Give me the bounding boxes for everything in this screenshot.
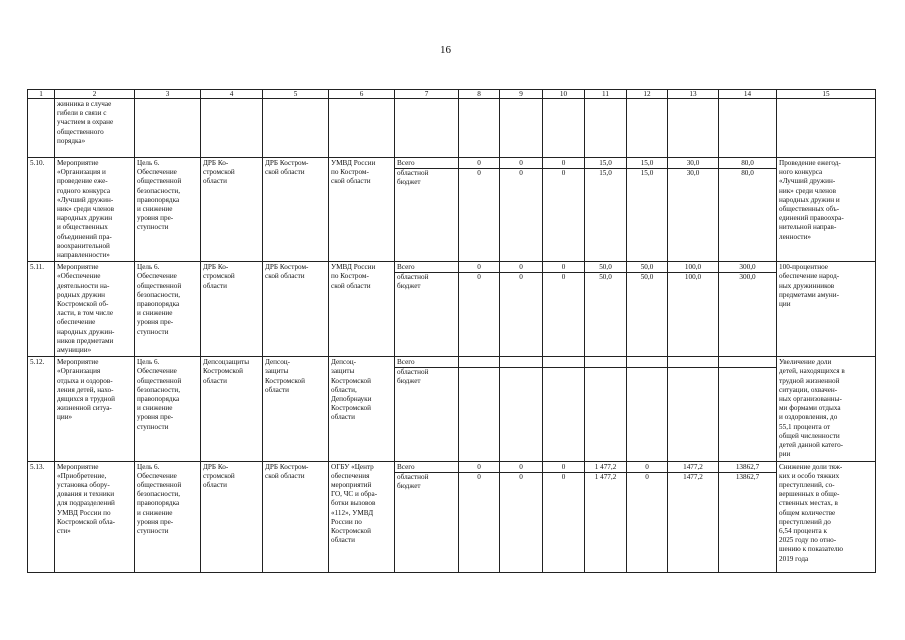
goal-cell: Цель 6. Обеспечение общественной безопасности, правопорядка и снижение уровня пре- ступности — [137, 263, 182, 336]
funding-source-cell — [395, 357, 459, 461]
amount-cell — [459, 358, 499, 368]
amount-cell: 0 — [543, 159, 584, 169]
amount-cell: 0 — [645, 472, 649, 481]
expected-result-cell: Проведение ежегод- ного конкурса «Лучший дружин- ник» среди членов народных дружин и общественных объ- единений правоохра- нительной направ- ленности» — [779, 159, 844, 241]
amount-cell: 15,0 — [640, 169, 654, 177]
amount-cell — [668, 358, 718, 368]
amount-cell: 50,0 — [627, 263, 667, 273]
amount-cell: 80,0 — [719, 159, 776, 169]
responsible-cell: Депсоцзащиты Костромской области — [203, 358, 250, 385]
amount-cell: 15,0 — [599, 169, 612, 177]
amount-cell: 1477,2 — [668, 463, 718, 473]
amount-cell — [459, 368, 499, 377]
amount-cell — [500, 358, 542, 368]
amount-cell: 0 — [561, 169, 566, 177]
funding-budget-label: областной бюджет — [397, 368, 429, 386]
event-cell: Мероприятие «Организация и проведение еже- годного конкурса «Лучший дружин- ник» среди членов народных дружин и общественных объединений пра- воохранительной направленности» — [57, 159, 114, 260]
table-row — [28, 262, 876, 357]
column-header: 1 — [28, 90, 55, 99]
participants-cell: Депсоц- защиты Костромской области, Депобрнауки Костромской области — [331, 358, 372, 422]
column-header: 2 — [55, 90, 135, 99]
column-header: 10 — [543, 90, 585, 99]
expected-result-cell: Снижение доли тяж- ких и особо тяжких преступлений, со- вершенных в обще- ственных местах, в общем количестве преступлений до 6,54 процента к 2025 году по отно- шению к показателю 2019 года — [779, 462, 844, 563]
amount-cell: 0 — [500, 159, 542, 169]
co-executor-cell: ДРБ Костром- ской области — [265, 159, 309, 177]
amount-cell: 0 — [477, 472, 481, 481]
amount-cell: 0 — [477, 273, 481, 282]
amount-cell: 50,0 — [585, 263, 626, 273]
co-executor-cell: ДРБ Костром- ской области — [265, 462, 309, 480]
amount-cell: 13862,7 — [719, 463, 776, 473]
header-row — [28, 90, 876, 99]
funding-budget-label: областной бюджет — [397, 273, 429, 291]
row-number-cell: 5.11. — [30, 263, 45, 272]
goal-cell: Цель 6. Обеспечение общественной безопасности, правопорядка и снижение уровня пре- ступности — [137, 358, 182, 431]
participants-cell: ОГБУ «Центр обеспечения мероприятий ГО, ЧС и обра- ботки вызовов «112», УМВД России по Костромской области — [331, 462, 378, 545]
amount-cell: 50,0 — [599, 273, 612, 282]
amount-cell: 30,0 — [668, 159, 718, 169]
column-header: 4 — [201, 90, 263, 99]
amount-cell — [585, 358, 626, 368]
column-header: 15 — [777, 90, 876, 99]
amount-cell: 0 — [477, 169, 481, 177]
column-header: 12 — [627, 90, 668, 99]
amount-cell: 0 — [627, 463, 667, 473]
amount-cell: 0 — [561, 273, 566, 282]
row-number-cell: 5.13. — [30, 462, 45, 471]
amount-cell — [585, 368, 626, 377]
amount-cell: 80,0 — [741, 169, 754, 177]
event-cell: Мероприятие «Обеспечение деятельности на- родных дружин Костромской об- ласти, в том числе обеспечение народных дружин- ников предметами амуниции» — [57, 263, 115, 355]
amount-cell: 1 477,2 — [585, 463, 626, 473]
amount-cell — [543, 368, 584, 377]
responsible-cell: ДРБ Ко- стромской области — [203, 263, 235, 290]
program-table — [27, 89, 876, 573]
amount-cell — [719, 358, 776, 368]
goal-cell: Цель 6. Обеспечение общественной безопасности, правопорядка и снижение уровня пре- ступности — [137, 159, 182, 232]
table-row — [28, 99, 876, 158]
amount-cell — [500, 368, 542, 377]
amount-cell: 0 — [543, 263, 584, 273]
table-row — [28, 357, 876, 461]
expected-result-cell: Увеличение доли детей, находящихся в трудной жизненной ситуации, охвачен- ных организованны- ми формами отдыха и оздоровления, до 55,1 процента от общей численности детей данной катего- рии — [779, 358, 845, 459]
participants-cell: УМВД России по Костром- ской области — [331, 159, 376, 186]
amount-cell: 0 — [500, 463, 542, 473]
column-header: 8 — [459, 90, 500, 99]
participants-cell: УМВД России по Костром- ской области — [331, 263, 376, 290]
amount-cell — [668, 368, 718, 377]
column-header: 7 — [395, 90, 459, 99]
amount-cell: 100,0 — [668, 263, 718, 273]
amount-cell: 15,0 — [585, 159, 626, 169]
amount-cell: 13862,7 — [735, 472, 760, 481]
event-cell: Мероприятие «Приобретение, установка обору- дования и техники для подразделений УМВД России по Костромской обла- сти» — [57, 462, 116, 535]
column-header: 13 — [668, 90, 719, 99]
funding-source-cell — [395, 262, 459, 357]
funding-total-label: Всего — [395, 358, 458, 368]
amount-cell: 15,0 — [627, 159, 667, 169]
amount-cell: 0 — [519, 273, 523, 282]
amount-cell: 0 — [561, 472, 566, 481]
amount-cell: 50,0 — [640, 273, 654, 282]
funding-source-cell — [395, 158, 459, 262]
table-row — [28, 158, 876, 262]
expected-result-cell: 100-процентное обеспечение народ- ных дружинников предметами амуни- ции — [779, 263, 840, 309]
amount-cell: 1 477,2 — [594, 472, 617, 481]
funding-budget-label: областной бюджет — [397, 169, 429, 187]
responsible-cell: ДРБ Ко- стромской области — [203, 159, 235, 186]
event-cell: жинника в случае гибели в связи с участием в охране общественного порядка» — [57, 100, 114, 145]
amount-cell: 300,0 — [719, 263, 776, 273]
funding-source-cell — [395, 461, 459, 572]
column-header: 14 — [719, 90, 777, 99]
amount-cell: 0 — [519, 472, 523, 481]
column-header: 11 — [585, 90, 627, 99]
amount-cell: 0 — [459, 263, 499, 273]
amount-cell — [543, 358, 584, 368]
amount-cell — [627, 368, 667, 377]
row-number-cell: 5.10. — [30, 159, 45, 167]
amount-cell: 0 — [500, 263, 542, 273]
amount-cell: 100,0 — [684, 273, 702, 282]
page-number: 16 — [440, 44, 451, 56]
amount-cell: 0 — [459, 159, 499, 169]
row-number-cell: 5.12. — [30, 358, 45, 367]
responsible-cell: ДРБ Ко- стромской области — [203, 462, 235, 489]
table-row — [28, 461, 876, 572]
co-executor-cell: ДРБ Костром- ской области — [265, 263, 309, 281]
amount-cell: 30,0 — [686, 169, 700, 177]
column-header: 6 — [329, 90, 395, 99]
co-executor-cell: Депсоц- защиты Костромской области — [265, 358, 305, 394]
funding-total-label: Всего — [395, 159, 458, 169]
amount-cell: 0 — [519, 169, 523, 177]
column-header: 3 — [135, 90, 201, 99]
amount-cell — [719, 368, 776, 377]
funding-total-label: Всего — [395, 263, 458, 273]
amount-cell: 0 — [459, 463, 499, 473]
amount-cell — [627, 358, 667, 368]
amount-cell: 300,0 — [739, 273, 756, 282]
funding-total-label: Всего — [395, 463, 458, 473]
column-header: 5 — [263, 90, 329, 99]
column-header: 9 — [500, 90, 543, 99]
amount-cell: 1477,2 — [683, 472, 703, 481]
goal-cell: Цель 6. Обеспечение общественной безопасности, правопорядка и снижение уровня пре- ступности — [137, 462, 182, 535]
amount-cell: 0 — [543, 463, 584, 473]
event-cell: Мероприятие «Организация отдыха и оздоров- ления детей, нахо- дящихся в трудной жизненной ситуа- ции» — [57, 358, 116, 422]
funding-budget-label: областной бюджет — [397, 472, 429, 490]
